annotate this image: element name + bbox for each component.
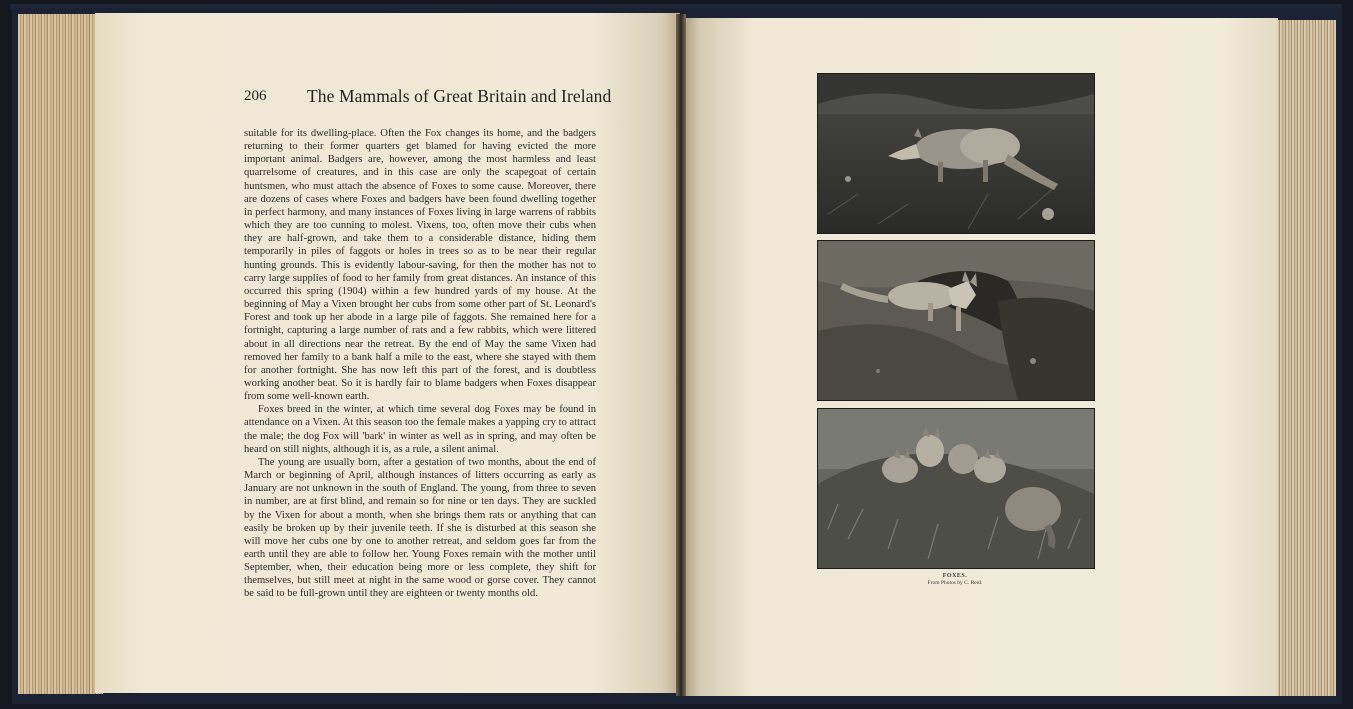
body-text [244, 127, 596, 601]
running-head [244, 86, 612, 112]
right-page-edges [1268, 20, 1336, 696]
caption-credit: From Photos by C. Reid. [927, 580, 983, 586]
plate-caption [880, 573, 1030, 586]
caption-title: FOXES. [942, 573, 968, 579]
left-page-edges [18, 14, 103, 694]
page-number: 206 [244, 88, 267, 104]
book-gutter [676, 14, 686, 696]
fox-on-hillside-photo [817, 73, 1095, 234]
fox-cubs-on-mound-photo [817, 408, 1095, 569]
paragraph: Foxes breed in the winter, at which time several dog Foxes may be found in attendance on a Vixen. At this season too the female makes a yapping cry to attract the male; the dog Fox will 'bark' in winter as well as in spring, and may often be heard on still nights, although it is, as a rule, a silent animal. [244, 404, 596, 455]
running-title: The Mammals of Great Britain and Ireland [307, 86, 612, 106]
paragraph: suitable for its dwelling-place. Often the Fox changes its home, and the badgers returning to their former quarters get blamed for having evicted the more important animal. Badgers are, however, among the most harmless and least quarrelsome of creatures, and in this case are only the scapegoat of certain huntsmen, who must attach the absence of Foxes to some cause. Moreover, there are dozens of cases where Foxes and badgers have been found dwelling together in perfect harmony, and many instances of Foxes living in large warrens of rabbits which they are too cunning to molest. Vixens, too, often move their cubs when they are half-grown, and take them to a considerable distance, hiding them temporarily in piles of faggots or holes in trees so as to be near their regular hunting grounds. This is evidently labour-saving, for then the mother has not to carry large supplies of food to her family from great distances. An instance of this occurred this spring (1904) within a few hundred yards of my house. At the beginning of May a Vixen brought her cubs from some other part of St. Leonard's Forest and took up her abode in a large pile of faggots. She remained here for a fortnight, capturing a large number of rats and a few rabbits, which were littered about in all directions near the retreat. By the end of May the same Vixen had removed her family to a bank half a mile to the east, where she stayed with them for another fortnight. She has now left this part of the forest, and is doubtless working another beat. So it is hardly fair to blame badgers when Foxes disappear from some well-known earth. [244, 128, 596, 403]
fox-emerging-from-earth-photo [817, 240, 1095, 401]
paragraph: The young are usually born, after a gestation of two months, about the end of March or beginning of April, although instances of litters occurring as early as January are not unknown in the south of England. The young, from three to seven in number, are at first blind, and remain so for nine or ten days. They are suckled by the Vixen for about a month, when she brings them rats or anything that can easily be broken up by their juvenile teeth. If she is disturbed at this season she will move her cubs one by one to another retreat, and seldom goes far from the earth until they are able to follow her. Young Foxes remain with the mother until September, when, their education being more or less complete, they shift for themselves, but still meet at night in the same wood or gorse cover. They cannot be said to be full-grown until they are eighteen or twenty months old. [244, 456, 596, 600]
